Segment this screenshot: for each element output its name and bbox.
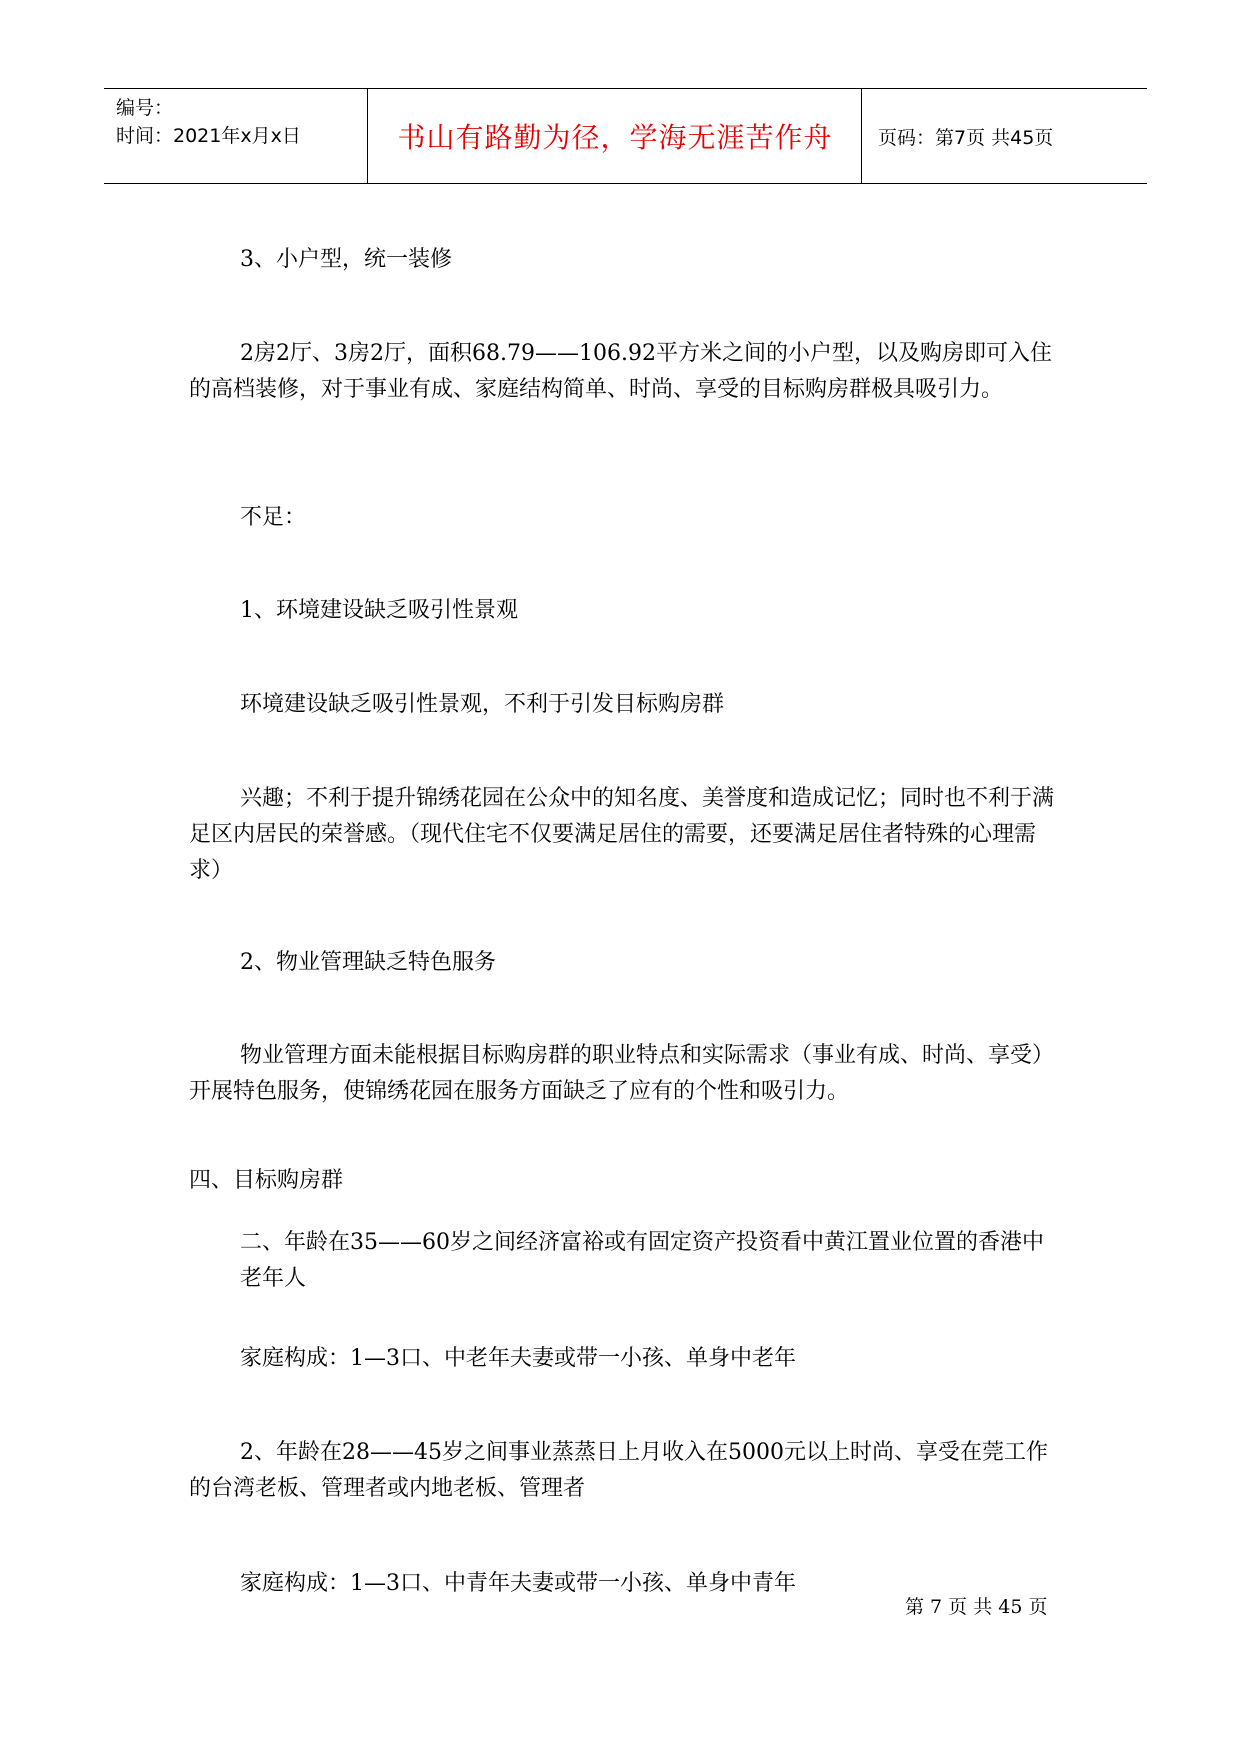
section-heading-environment: 1、环境建设缺乏吸引性景观	[240, 598, 518, 623]
time-label: 时间：2021年x月x日	[116, 125, 301, 147]
page-footer: 第 7 页 共 45 页	[905, 1596, 1048, 1618]
header-table	[104, 88, 1147, 184]
page-info: 页码：第7页 共45页	[878, 126, 1054, 149]
paragraph-small-units: 2房2厅、3房2厅，面积68.79——106.92平方米之间的小户型，以及购房即可入住的高档装修，对于事业有成、家庭结构简单、时尚、享受的目标购房群极具吸引力。	[189, 341, 1052, 402]
paragraph-hk-buyers: 二、年龄在35——60岁之间经济富裕或有固定资产投资看中黄江置业位置的香港中老年人	[240, 1230, 1044, 1291]
motto: 书山有路勤为径，学海无涯苦作舟	[369, 89, 862, 183]
paragraph-interest: 兴趣；不利于提升锦绣花园在公众中的知名度、美誉度和造成记忆；同时也不利于满足区内居民的荣誉感。（现代住宅不仅要满足居住的需要，还要满足居住者特殊的心理需求）	[189, 786, 1055, 883]
section-heading-small-units: 3、小户型，统一装修	[240, 247, 452, 272]
paragraph-family-composition-1: 家庭构成：1—3口、中老年夫妻或带一小孩、单身中老年	[240, 1346, 796, 1371]
paragraph-family-composition-2: 家庭构成：1—3口、中青年夫妻或带一小孩、单身中青年	[240, 1571, 796, 1596]
paragraph-environment: 环境建设缺乏吸引性景观，不利于引发目标购房群	[240, 692, 725, 717]
number-label: 编号：	[116, 97, 174, 119]
paragraph-property-management: 物业管理方面未能根据目标购房群的职业特点和实际需求（事业有成、时尚、享受）开展特色服务，使锦绣花园在服务方面缺乏了应有的个性和吸引力。	[189, 1043, 1055, 1104]
paragraph-taiwan-buyers: 2、年龄在28——45岁之间事业蒸蒸日上月收入在5000元以上时尚、享受在莞工作的台湾老板、管理者或内地老板、管理者	[189, 1440, 1048, 1501]
section-heading-target-buyers: 四、目标购房群	[189, 1168, 344, 1193]
section-heading-property-management: 2、物业管理缺乏特色服务	[240, 950, 496, 975]
section-heading-shortcomings: 不足：	[240, 505, 307, 530]
header-left-cell	[104, 89, 368, 183]
